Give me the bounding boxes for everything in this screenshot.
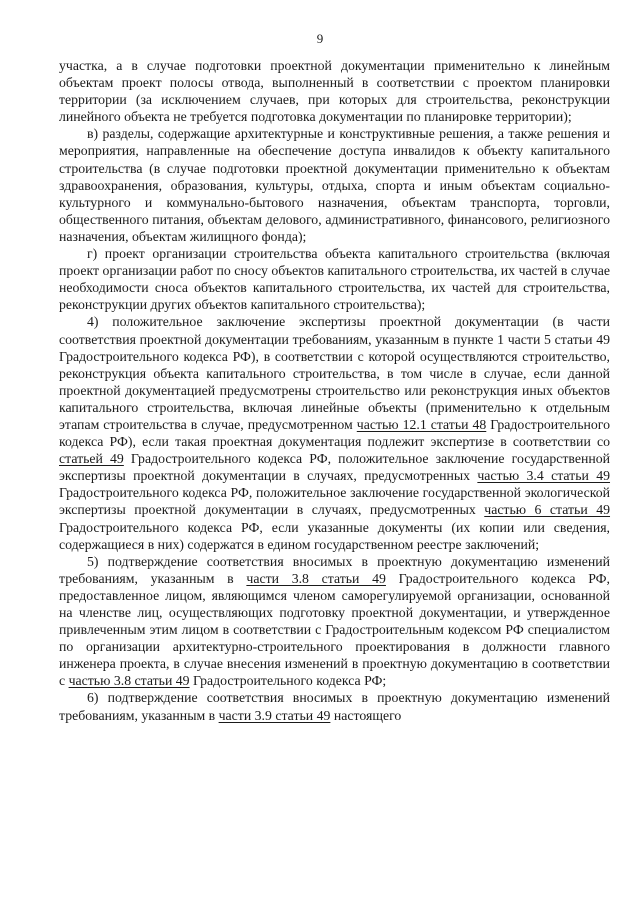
paragraph-p1 [59, 125, 610, 245]
paragraph-p4 [59, 553, 610, 690]
law-reference-link[interactable]: частью 3.8 статьи 49 [68, 673, 190, 689]
law-reference-link[interactable]: статьей 49 [59, 451, 124, 467]
paragraph-text: Градостроительного кодекса РФ; [189, 673, 387, 689]
paragraph-text: Градостроительного кодекса РФ), если такая проектная документация подлежит экспертизе в соответствии со [59, 416, 610, 450]
law-reference-link[interactable]: части 3.9 статьи 49 [218, 707, 331, 723]
paragraph-text: Градостроительного кодекса РФ, если указанные документы (их копии или сведения, содержащиеся в них) содержатся в едином государственном реестре заключений; [59, 519, 610, 552]
law-reference-link[interactable]: части 3.8 статьи 49 [246, 570, 386, 586]
law-reference-link[interactable]: частью 6 статьи 49 [484, 502, 611, 518]
paragraph-p0 [59, 57, 610, 125]
paragraph-text: Градостроительного кодекса РФ, предоставленное лицом, являющимся членом саморегулируемой организации, основанной на членстве лиц, осуществляющих подготовку проектной документации, и утвержденное привлеченным этим лицом в соответствии с Градостроительным кодексом РФ специалистом по организации архитектурно-строительного проектирования в должности главного инженера проекта, в случае внесения изменений в проектную документацию в соответствии с [59, 570, 610, 689]
law-reference-link[interactable]: частью 3.4 статьи 49 [477, 468, 611, 484]
paragraph-text: участка, а в случае подготовки проектной документации применительно к линейным объектам проект полосы отвода, выполненный в соответствии с проектом планировки территории (за исключением случаев, при которых для строительства, реконструкции линейного объекта не требуется подготовка документации по планировке территории); [59, 58, 610, 125]
paragraph-text: Градостроительного кодекса РФ, положительное заключение государственной экологической экспертизы проектной документации в случаях, предусмотренных [59, 485, 610, 518]
paragraph-text: настоящего [330, 707, 402, 723]
page-number: 9 [316, 31, 324, 46]
paragraph-text: 6) подтверждение соответствия вносимых в проектную документацию изменений требованиям, указанным в [59, 690, 610, 723]
document-body [59, 57, 610, 724]
paragraph-text: 5) подтверждение соответствия вносимых в проектную документацию изменений требованиям, указанным в [59, 553, 610, 586]
paragraph-p2 [59, 245, 610, 313]
paragraph-p3 [59, 313, 610, 552]
paragraph-text: 4) положительное заключение экспертизы проектной документации (в части соответствия проектной документации требованиям, указанным в пункте 1 части 5 статьи 49 Градостроительного кодекса РФ), в соответствии с которой осуществляются строительство, реконструкция объекта капитального строительства, в том числе в случае, если данной проектной документацией предусмотрены строительство или реконструкция иных объектов капитального строительства, включая линейные объекты (применительно к отдельным этапам строительства в случае, предусмотренном [59, 314, 610, 432]
paragraph-text: Градостроительного кодекса РФ, положительное заключение государственной экспертизы проектной документации в случаях, предусмотренных [59, 451, 610, 484]
paragraph-p5 [59, 689, 610, 723]
paragraph-text: в) разделы, содержащие архитектурные и конструктивные решения, а также решения и мероприятия, направленные на обеспечение доступа инвалидов к объекту капитального строительства (в случае подготовки проектной документации применительно к объектам здравоохранения, образования, культуры, отдыха, спорта и иным объектам социально-культурного и коммунально-бытового назначения, объектам транспорта, торговли, общественного питания, объектам делового, административного, финансового, религиозного назначения, объектам жилищного фонда); [59, 126, 610, 244]
paragraph-text: г) проект организации строительства объекта капитального строительства (включая проект организации работ по сносу объектов капитального строительства, их частей в случае необходимости сноса объектов капитального строительства, их частей для строительства, реконструкции других объектов капитального строительства); [59, 246, 610, 313]
law-reference-link[interactable]: частью 12.1 статьи 48 [356, 416, 487, 432]
